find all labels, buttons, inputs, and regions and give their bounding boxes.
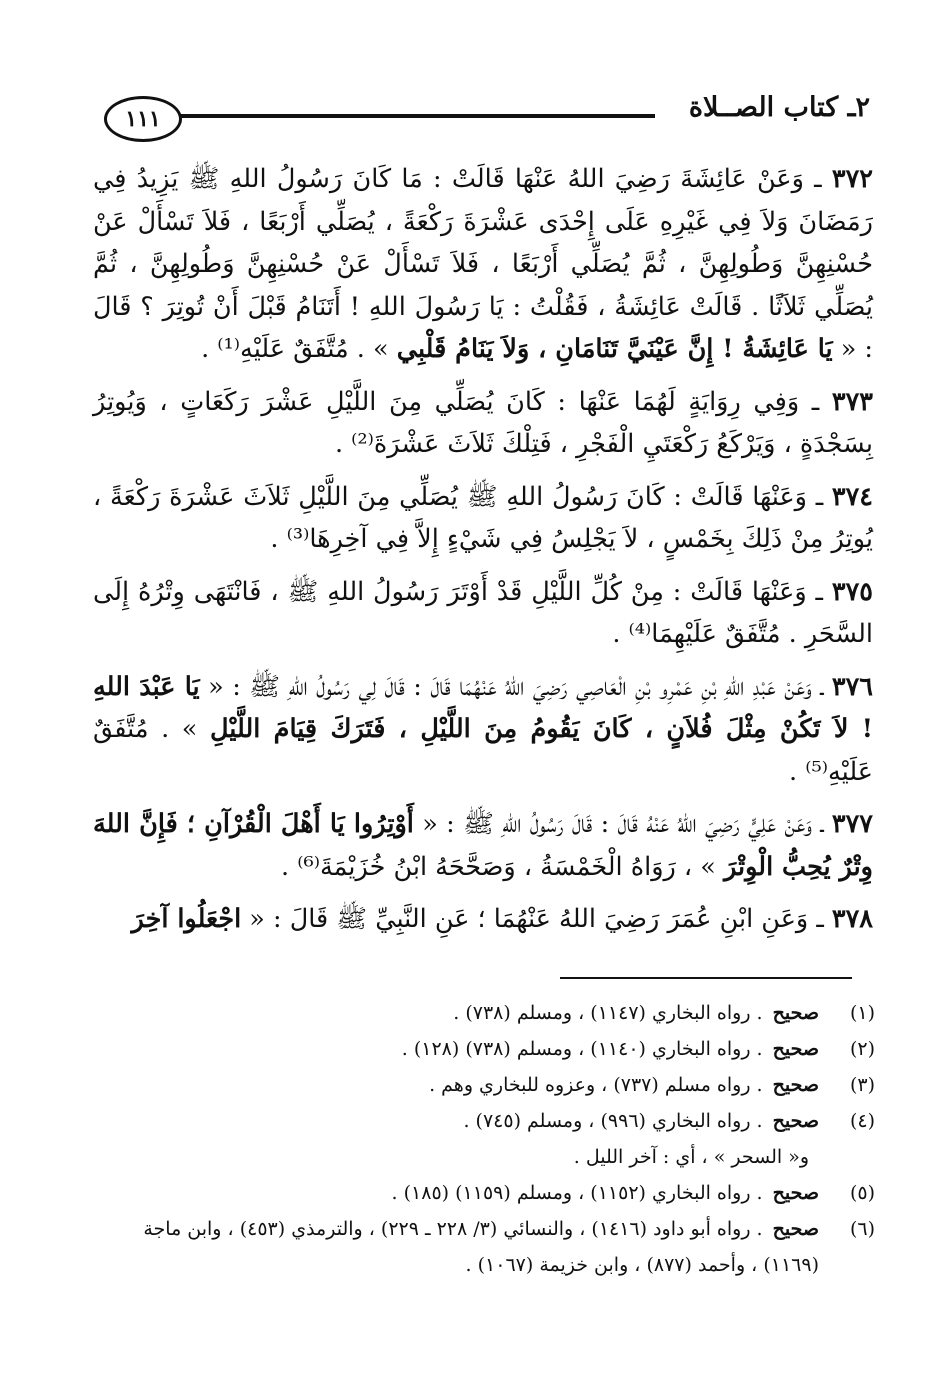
hadith-number: ٣٧٧ xyxy=(831,809,873,839)
hadith-paragraph xyxy=(93,666,873,794)
hadith-body: ـ وَعَنْ عَائِشَةَ رَضِيَ اللهُ عَنْهَا قَالَتْ : مَا كَانَ رَسُولُ اللهِ ﷺ يَزِيدُ فِي رَمَضَانَ وَلاَ فِي غَيْرِهِ عَلَى إِحْدَى عَشْرَةَ رَكْعَةً ، يُصَلِّي أَرْبَعًا ، فَلاَ تَسْأَلْ عَنْ حُسْنِهِنَّ وَطُولِهِنَّ ، ثُمَّ يُصَلِّي أَرْبَعًا ، فَلاَ تَسْأَلْ عَنْ حُسْنِهِنَّ وَطُولِهِنَّ ، ثُمَّ يُصَلِّي ثَلاَثًا . قَالَتْ عَائِشَةُ ، فَقُلْتُ : يَا رَسُولَ اللهِ ! أَتَنَامُ قَبْلَ أَنْ تُوتِرَ ؟ قَالَ : « xyxy=(93,164,873,364)
hadith-number: ٣٧٦ xyxy=(831,671,873,702)
hadith-text xyxy=(93,158,873,951)
footnote-text: . رواه البخاري (١١٥٢) ، ومسلم (١١٥٩) (١٨٥) . xyxy=(391,1182,763,1204)
header-rule xyxy=(180,114,655,118)
hadith-number: ٣٧٢ xyxy=(831,164,873,194)
hadith-body: ـ وَعَنْ عَبْدِ اللهِ بْنِ عَمْرِو بْنِ الْعَاصِي رَضِيَ اللهُ عَنْهُمَا قَالَ : قَالَ لِي رَسُولُ اللهِ ﷺ : « xyxy=(199,671,832,702)
hadith-body: ـ وَعَنِ ابْنِ عُمَرَ رَضِيَ اللهُ عَنْهُمَا ؛ عَنِ النَّبِيِّ ﷺ قَالَ : « xyxy=(241,904,832,934)
hadith-paragraph xyxy=(93,898,873,941)
footnote-grade: صحيح xyxy=(772,1110,819,1132)
footnote-grade: صحيح xyxy=(772,1038,819,1060)
hadith-tail: » ، رَوَاهُ الْخَمْسَةُ ، وَصَحَّحَهُ ابْنُ خُزَيْمَةَ⁽⁶⁾ . xyxy=(281,851,724,882)
footnote-continuation xyxy=(115,1139,875,1175)
footnote xyxy=(115,1211,875,1283)
hadith-body: ـ وَعَنْ عَلِيٍّ رَضِيَ اللهُ عَنْهُ قَالَ : قَالَ رَسُولُ اللهِ ﷺ : « xyxy=(413,809,832,839)
footnote-marker: (٢) xyxy=(849,1038,875,1060)
footnote xyxy=(115,1103,875,1139)
footnote xyxy=(115,1067,875,1103)
hadith-paragraph xyxy=(93,571,873,656)
hadith-body: ـ وَعَنْهَا قَالَتْ : كَانَ رَسُولُ اللهِ ﷺ يُصَلِّي مِنَ اللَّيْلِ ثَلاَثَ عَشْرَةَ رَكْعَةً ، يُوتِرُ مِنْ ذَلِكَ بِخَمْسٍ ، لاَ يَجْلِسُ فِي شَيْءٍ إِلاَّ فِي آخِرِهَا⁽³⁾ . xyxy=(93,481,873,554)
hadith-paragraph xyxy=(93,158,873,371)
footnote-grade: صحيح xyxy=(772,1002,819,1024)
prophetic-quote: يَا عَبْدَ اللهِ ! لاَ تَكُنْ مِثْلَ فُلاَنٍ ، كَانَ يَقُومُ مِنَ اللَّيْلِ ، فَتَرَكَ قِيَامَ اللَّيْلِ xyxy=(93,671,873,744)
hadith-tail: » . مُتَّفَقٌ عَلَيْهِ⁽¹⁾ . xyxy=(201,334,397,364)
hadith-body: ـ وَفِي رِوَايَةٍ لَهُمَا عَنْهَا : كَانَ يُصَلِّي مِنَ اللَّيْلِ عَشْرَ رَكَعَاتٍ ، وَيُوتِرُ بِسَجْدَةٍ ، وَيَرْكَعُ رَكْعَتَيِ الْفَجْرِ ، فَتِلْكَ ثَلاَثَ عَشْرَةَ⁽²⁾ . xyxy=(93,386,873,459)
chapter-title: ٢ـ كتاب الصــلاة xyxy=(688,92,870,123)
hadith-paragraph xyxy=(93,381,873,466)
hadith-body: ـ وَعَنْهَا قَالَتْ : مِنْ كُلِّ اللَّيْلِ قَدْ أَوْتَرَ رَسُولُ اللهِ ﷺ ، فَانْتَهَى وِتْرُهُ إِلَى السَّحَرِ . مُتَّفَقٌ عَلَيْهِمَا⁽⁴⁾ . xyxy=(93,576,873,649)
footnote-grade: صحيح xyxy=(772,1182,819,1204)
footnote-text: . رواه أبو داود (١٤١٦) ، والنسائي (٣/ ٢٢٨ ـ ٢٢٩) ، والترمذي (٤٥٣) ، وابن ماجة (١١٦٩) ، وأحمد (٨٧٧) ، وابن خزيمة (١٠٦٧) . xyxy=(143,1218,819,1276)
footnote-separator xyxy=(560,977,852,979)
hadith-number: ٣٧٥ xyxy=(831,576,873,607)
footnote-marker: (٦) xyxy=(849,1218,875,1240)
prophetic-quote: يَا عَائِشَةُ ! إِنَّ عَيْنَيَّ تَنَامَانِ ، وَلاَ يَنَامُ قَلْبِي xyxy=(396,334,833,364)
footnote-text: . رواه البخاري (١١٤٧) ، ومسلم (٧٣٨) . xyxy=(453,1002,763,1024)
footnote-text: . رواه البخاري (٩٩٦) ، ومسلم (٧٤٥) . xyxy=(463,1110,763,1132)
prophetic-quote: اجْعَلُوا آخِرَ xyxy=(131,904,242,934)
hadith-tail: » . مُتَّفَقٌ عَلَيْهِ⁽⁵⁾ . xyxy=(93,714,873,787)
footnote-marker: (٥) xyxy=(849,1182,875,1204)
prophetic-quote: أَوْتِرُوا يَا أَهْلَ الْقُرْآنِ ؛ فَإِنَّ اللهَ وِتْرٌ يُحِبُّ الْوِتْرَ xyxy=(93,809,873,882)
hadith-number: ٣٧٣ xyxy=(831,386,873,417)
footnote xyxy=(115,995,875,1031)
footnote-marker: (٣) xyxy=(849,1074,875,1096)
footnotes xyxy=(115,995,875,1283)
footnote-text: . رواه البخاري (١١٤٠) ، ومسلم (٧٣٨) (١٢٨) . xyxy=(401,1038,763,1060)
footnote-grade: صحيح xyxy=(772,1218,819,1240)
footnote xyxy=(115,1175,875,1211)
page-header xyxy=(100,84,870,148)
footnote-text: و« السحر » ، أي : آخر الليل . xyxy=(573,1146,809,1168)
footnote-grade: صحيح xyxy=(772,1074,819,1096)
page-number: ١١١ xyxy=(104,96,182,142)
hadith-number: ٣٧٤ xyxy=(831,481,873,512)
hadith-paragraph xyxy=(93,476,873,561)
footnote-marker: (١) xyxy=(849,1002,875,1024)
footnote-marker: (٤) xyxy=(849,1110,875,1132)
footnote xyxy=(115,1031,875,1067)
footnote-text: . رواه مسلم (٧٣٧) ، وعزوه للبخاري وهم . xyxy=(429,1074,763,1096)
hadith-paragraph xyxy=(93,803,873,888)
hadith-number: ٣٧٨ xyxy=(831,904,873,934)
footnote-marker xyxy=(819,1139,875,1175)
